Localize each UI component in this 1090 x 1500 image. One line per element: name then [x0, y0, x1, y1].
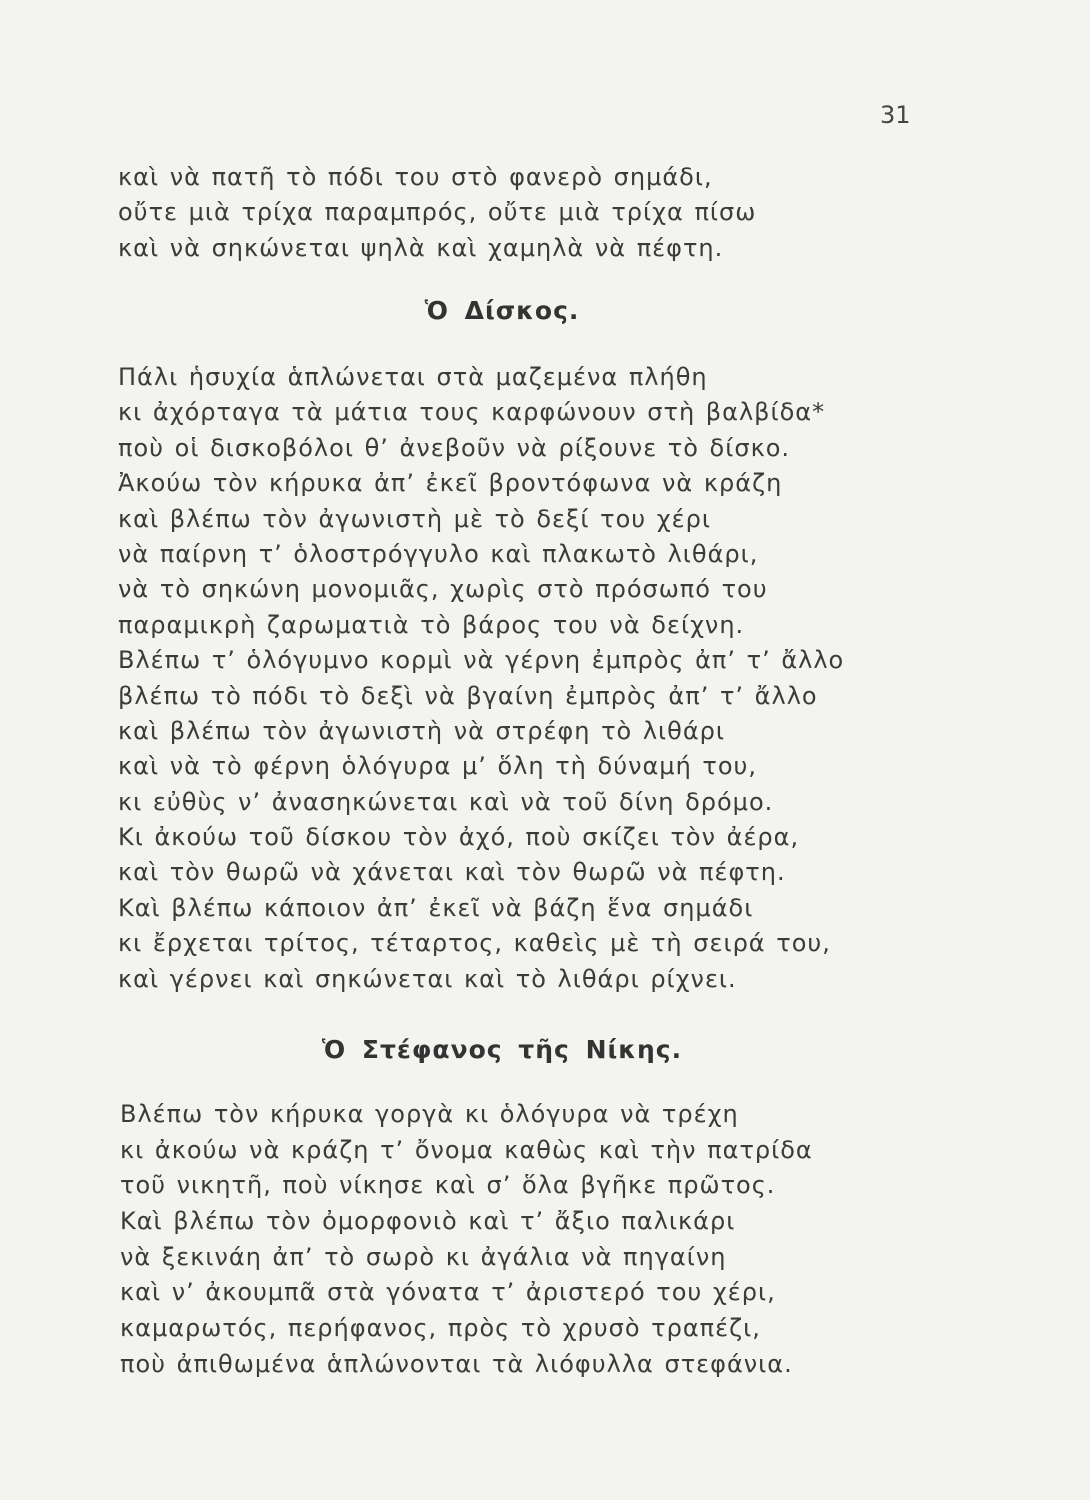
verse-line: Καὶ βλέπω τὸν ὀμορφονιὸ καὶ τ’ ἄξιο παλικάρι: [120, 1207, 736, 1236]
section-heading: Ὁ Στέφανος τῆς Νίκης.: [321, 1035, 683, 1064]
verse-line: κι ἀχόρταγα τὰ μάτια τους καρφώνουν στὴ βαλβίδα*: [118, 398, 826, 427]
verse-line: καὶ βλέπω τὸν ἀγωνιστὴ μὲ τὸ δεξί του χέρι: [118, 504, 711, 533]
verse-line: καὶ νὰ σηκώνεται ψηλὰ καὶ χαμηλὰ νὰ πέφτη.: [118, 233, 724, 262]
verse-line: καὶ γέρνει καὶ σηκώνεται καὶ τὸ λιθάρι ρίχνει.: [118, 964, 737, 993]
verse-line: παραμικρὴ ζαρωματιὰ τὸ βάρος του νὰ δείχνη.: [118, 610, 745, 639]
section-heading: Ὁ Δίσκος.: [424, 296, 580, 325]
verse-line: καμαρωτός, περήφανος, πρὸς τὸ χρυσὸ τραπέζι,: [120, 1314, 761, 1343]
verse-line: καὶ τὸν θωρῶ νὰ χάνεται καὶ τὸν θωρῶ νὰ πέφτη.: [118, 858, 786, 887]
verse-line: κι ἔρχεται τρίτος, τέταρτος, καθεὶς μὲ τὴ σειρά του,: [118, 929, 831, 958]
verse-line: ποὺ οἱ δισκοβόλοι θ’ ἀνεβοῦν νὰ ρίξουνε τὸ δίσκο.: [118, 433, 791, 462]
verse-line: οὔτε μιὰ τρίχα παραμπρός, οὔτε μιὰ τρίχα πίσω: [118, 198, 757, 227]
verse-line: καὶ νὰ πατῆ τὸ πόδι του στὸ φανερὸ σημάδι,: [118, 163, 713, 191]
verse-line: Καὶ βλέπω κάποιον ἀπ’ ἐκεῖ νὰ βάζη ἕνα σημάδι: [118, 893, 754, 922]
verse-line: νὰ παίρνη τ’ ὁλοστρόγγυλο καὶ πλακωτὸ λιθάρι,: [118, 539, 759, 568]
verse-line: βλέπω τὸ πόδι τὸ δεξὶ νὰ βγαίνη ἐμπρὸς ἀπ’ τ’ ἄλλο: [118, 681, 818, 710]
verse-line: νὰ τὸ σηκώνη μονομιᾶς, χωρὶς στὸ πρόσωπό του: [118, 575, 768, 604]
stanza-wreath-of-victory: [120, 1097, 813, 1383]
verse-line: κι ἀκούω νὰ κράζη τ’ ὄνομα καθὼς καὶ τὴν πατρίδα: [120, 1135, 813, 1164]
opening-verse-block: [118, 160, 756, 266]
verse-line: Βλέπω τ’ ὁλόγυμνο κορμὶ νὰ γέρνη ἐμπρὸς ἀπ’ τ’ ἄλλο: [118, 646, 845, 675]
verse-line: νὰ ξεκινάη ἀπ’ τὸ σωρὸ κι ἀγάλια νὰ πηγαίνη: [120, 1242, 727, 1271]
stanza-discus: [118, 360, 844, 997]
page-number: 31: [880, 101, 911, 129]
verse-line: Βλέπω τὸν κήρυκα γοργὰ κι ὁλόγυρα νὰ τρέχη: [120, 1100, 739, 1128]
verse-line: κι εὐθὺς ν’ ἀνασηκώνεται καὶ νὰ τοῦ δίνη δρόμο.: [118, 787, 774, 816]
verse-line: Κι ἀκούω τοῦ δίσκου τὸν ἀχό, ποὺ σκίζει τὸν ἀέρα,: [118, 823, 800, 852]
verse-line: Ἀκούω τὸν κήρυκα ἀπ’ ἐκεῖ βροντόφωνα νὰ κράζη: [118, 469, 783, 498]
verse-line: καὶ ν’ ἀκουμπᾶ στὰ γόνατα τ’ ἀριστερό του χέρι,: [120, 1278, 776, 1307]
verse-line: Πάλι ἡσυχία ἁπλώνεται στὰ μαζεμένα πλήθη: [118, 363, 708, 391]
verse-line: τοῦ νικητῆ, ποὺ νίκησε καὶ σ’ ὅλα βγῆκε πρῶτος.: [120, 1171, 776, 1200]
verse-line: καὶ νὰ τὸ φέρνη ὁλόγυρα μ’ ὅλη τὴ δύναμή του,: [118, 752, 758, 781]
verse-line: ποὺ ἀπιθωμένα ἁπλώνονται τὰ λιόφυλλα στεφάνια.: [120, 1349, 793, 1378]
verse-line: καὶ βλέπω τὸν ἀγωνιστὴ νὰ στρέφη τὸ λιθάρι: [118, 716, 726, 745]
